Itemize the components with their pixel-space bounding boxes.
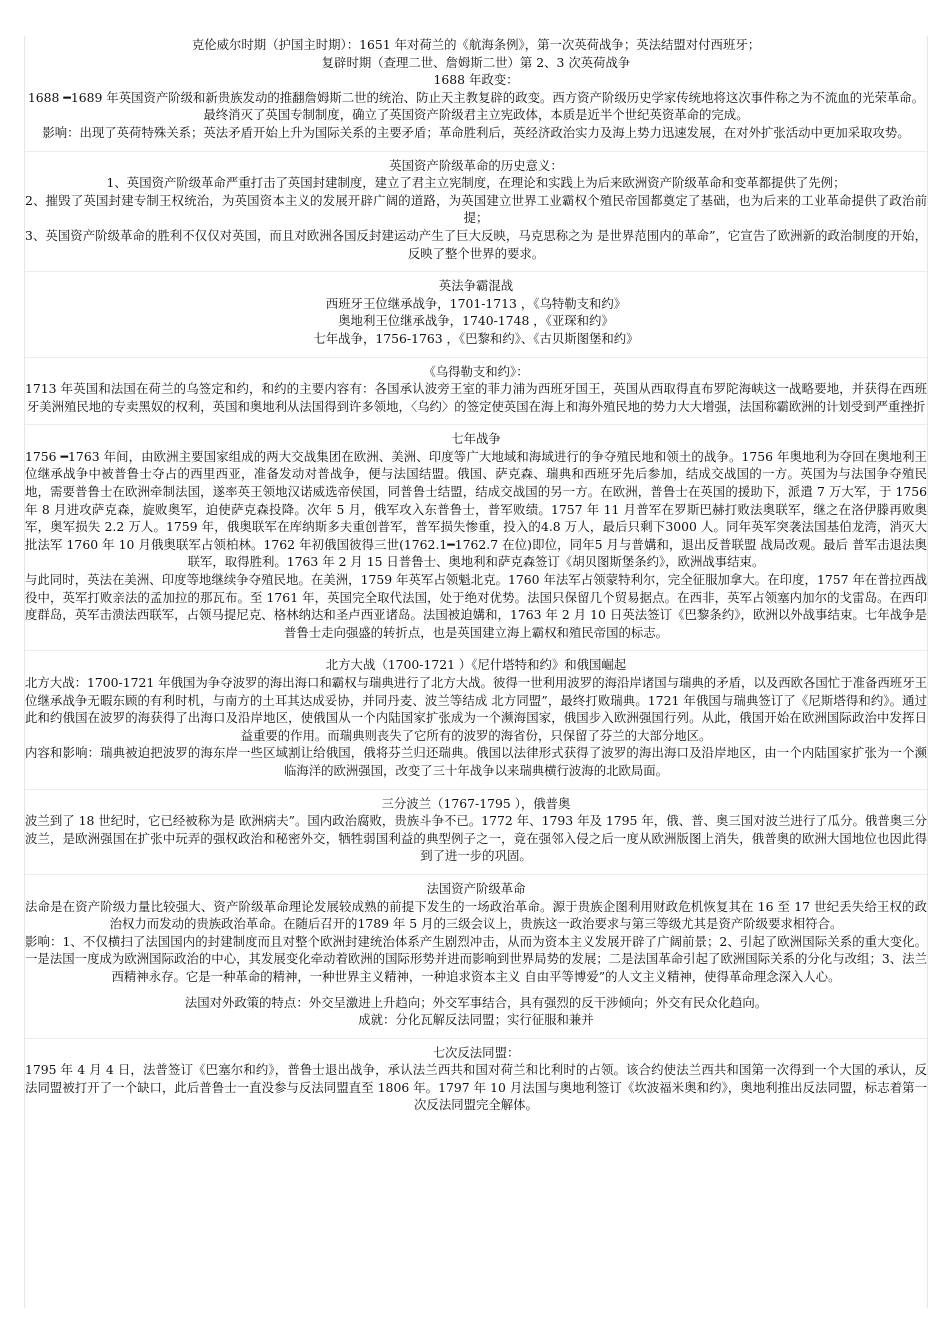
coup-1688-result: 最终消灭了英国专制制度，确立了英国资产阶级君主立宪政体，本质是近半个世纪英资革命的完成。 — [203, 107, 749, 123]
section-seven-years-war — [25, 424, 927, 641]
foreign-policy-features: 法国对外政策的特点：外交呈激进上升趋向；外交军事结合，具有强烈的反干涉倾向；外交有民众化趋向。 — [184, 994, 768, 1010]
section-title: 英法争霸混战 — [438, 278, 514, 294]
section-title: 北方大战（1700-1721 ）《尼什塔特和约》和俄国崛起 — [325, 657, 627, 673]
french-revolution-paragraph-1: 法命是在资产阶级力量比较强大、资产阶级革命理论发展较成熟的前提下发生的一场政治革命。源于贵族企图利用财政危机恢复其在 16 至 17 世纪丢失给王权的政治权力而发动的贵族政治革命。在随后召开的1789 年 5 月的三级会议上，贵族这一政治要求与第三等级尤其是资产阶级要求相符合。 — [25, 898, 927, 932]
war-item-spanish-succession: 西班牙王位继承战争，1701-1713 ，《乌特勒支和约》 — [325, 295, 627, 311]
section-partition-of-poland — [25, 789, 927, 865]
section-english-revolution-period — [25, 36, 927, 142]
partition-paragraph: 波兰到了 18 世纪时，它已经被称为是 欧洲病夫”。国内政治腐败，贵族斗争不已。1772 年、1793 年及 1795 年，俄、普、奥三国对波兰进行了瓜分。俄普奥三分波兰，是欧洲强国在扩张中玩弄的强权政治和秘密外交，牺牲弱国利益的典型例子之一，竟在强邻入侵之后一度从欧洲版图上消失，俄普奥的欧洲大国地位也因此得到了进一步的巩固。 — [25, 813, 927, 864]
section-title: 三分波兰（1767-1795 ），俄普奥 — [381, 795, 571, 811]
significance-point-1: 1、英国资产阶级革命严重打击了英国封建制度，建立了君主立宪制度，在理论和实践上为后来欧洲资产阶级革命和变革都提供了先例； — [106, 175, 846, 191]
cromwell-period-line: 克伦威尔时期（护国主时期）：1651 年对荷兰的《航海条例》，第一次英荷战争；英法结盟对付西班牙； — [191, 37, 761, 52]
seven-years-war-paragraph-2: 与此同时，英法在美洲、印度等地继续争夺殖民地。在美洲，1759 年英军占领魁北克。1760 年法军占领蒙特利尔，完全征服加拿大。在印度，1757 年在普拉西战役中，英军打败亲法的孟加拉的那瓦布。至 1761 年，英国完全取代法国，处于绝对优势。法国只保留几个贸易据点。在西非，英军占领塞内加尔的戈雷岛。在西印度群岛，英军击溃法西联军，占领马提尼克、格林纳达和圣卢西亚诸岛。法国被迫媾和，1763 年 2 月 10 日英法签订《巴黎条约》，欧洲以外战事结束。七年战争是普鲁士走向强盛的转折点，也是英国建立海上霸权和殖民帝国的标志。 — [25, 572, 927, 640]
restoration-period-line: 复辟时期（查理二世、詹姆斯二世）第 2、3 次英荷战争 — [321, 54, 631, 70]
section-title: 英国资产阶级革命的历史意义： — [389, 157, 563, 173]
section-title: 七年战争 — [451, 431, 501, 447]
northern-war-paragraph-2: 内容和影响：瑞典被迫把波罗的海东岸一些区域割让给俄国，俄将芬兰归还瑞典。俄国以法律形式获得了波罗的海出海口及沿岸地区，由一个内陆国家扩张为一个濒临海洋的欧洲强国，改变了三十年战争以来瑞典横行波海的北欧局面。 — [25, 745, 927, 778]
war-item-austrian-succession: 奥地利王位继承战争，1740-1748 ，《亚琛和约》 — [338, 313, 614, 329]
treaty-paragraph: 1713 年英国和法国在荷兰的乌签定和约，和约的主要内容有：各国承认波旁王室的菲力浦为西班牙国王，英国从西取得直布罗陀海峡这一战略要地，并获得在西班牙美洲殖民地的专卖黑奴的权利，英国和奥地利从法国得到许多领地，〈乌约〉的签定使英国在海上和海外殖民地的势力大大增强，法国称霸欧洲的计划受到严重挫折 — [25, 381, 927, 414]
section-historical-significance — [25, 151, 927, 263]
northern-war-paragraph-1: 北方大战：1700-1721 年俄国为争夺波罗的海出海口和霸权与瑞典进行了北方大战。彼得一世利用波罗的海沿岸诸国与瑞典的矛盾，以及西欧各国忙于准备西班牙王位继承战争无暇东顾的有利时机，与南方的土耳其达成妥协，并同丹麦、波兰等结成 北方同盟”，最终打败瑞典。1721 年俄国与瑞典签订了《尼斯塔得和约》。通过此和约俄国在波罗的海获得了出海口及沿岸地区，使俄国从一个内陆国家扩张成为一个濒海国家，俄国步入欧洲强国行列。从此，俄国开始在欧洲国际政治中发挥日益重要的作用。而瑞典则丧失了它所有的波罗的海省份，只保留了芬兰的大部分地区。 — [25, 675, 927, 743]
section-title: 《乌得勒支和约》： — [423, 363, 529, 379]
significance-point-2: 2、摧毁了英国封建专制王权统治，为英国资本主义的发展开辟广阔的道路，为英国建立世界工业霸权个殖民帝国都奠定了基础，也为后来的工业革命提供了政治前提； — [25, 192, 927, 226]
coup-1688-heading: 1688 年政变： — [433, 72, 519, 88]
coup-1688-influence: 影响：出现了英荷特殊关系；英法矛盾开始上升为国际关系的主要矛盾；革命胜利后，英经济政治实力及海上势力迅速发展，在对外扩张活动中更加采取攻势。 — [42, 124, 910, 140]
section-title: 七次反法同盟： — [432, 1044, 520, 1060]
section-great-northern-war — [25, 650, 927, 779]
section-french-foreign-policy — [25, 994, 927, 1029]
french-revolution-paragraph-2: 影响：1、不仅横扫了法国国内的封建制度而且对整个欧洲封建统治体系产生剧烈冲击，从而为资本主义发展开辟了广阔前景；2、引起了欧洲国际关系的重大变化。一是法国一度成为欧洲国际政治的中心，其发展变化牵动着欧洲的国际形势并进而影响到世界局势的发展；二是法国革命引起了欧洲国际关系的分化与改组；3、法兰西精神永存。它是一种革命的精神，一种世界主义精神，一种追求资本主义 自由平等博爱”的人文主义精神，使得革命理念深入人心。 — [25, 933, 927, 984]
seven-years-war-paragraph-1: 1756 ━1763 年间，由欧洲主要国家组成的两大交战集团在欧洲、美洲、印度等广大地域和海域进行的争夺殖民地和领土的战争。1756 年奥地利为夺回在奥地利王位继承战争中被普鲁士夺占的西里西亚，准备发动对普战争，便与法国结盟。俄国、萨克森、瑞典和西班牙先后参加，结成交战国的一方。英国为与法国争夺殖民地，需要普鲁士在欧洲牵制法国，遂率英王领地汉诺威选帝侯国，同普鲁士结盟，结成交战国的另一方。在欧洲，普鲁士在英国的援助下，派遣 7 万大军，于 1756 年 8 月进攻萨克森，旋败奥军，迫使萨克森投降。次年 5 月，俄军攻入东普鲁士，普军败绩。1757 年 11 月普军在罗斯巴赫打败法奥联军，继之在洛伊滕再败奥军，奥军损失 2.2 万人。1759 年，俄奥联军在库纳斯多夫重创普军，普军损失惨重，投入的4.8 万人，最后只剩下3000 人。同年英军突袭法国基伯龙湾，消灭大批法军 1760 年 10 月俄奥联军占领柏林。1762 年初俄国彼得三世(1762.1━1762.7 在位)即位，同年5 月与普媾和，退出反普联盟 战局改观。最后 普军击退法奥联军，取得胜利。1763 年 2 月 15 日普鲁士、奥地利和萨克森签订《胡贝图斯堡条约》，欧洲战事结束。 — [25, 448, 927, 570]
section-anti-french-coalitions — [25, 1038, 927, 1114]
document-page — [24, 36, 928, 1308]
section-title: 法国资产阶级革命 — [426, 880, 526, 896]
section-french-revolution — [25, 874, 927, 986]
significance-point-3: 3、英国资产阶级革命的胜利不仅仅对英国，而且对欧洲各国反封建运动产生了巨大反映，马克思称之为 是世界范围内的革命”，它宣告了欧洲新的政治制度的开始，反映了整个世界的要求。 — [25, 227, 927, 261]
coalitions-paragraph: 1795 年 4 月 4 日，法普签订《巴塞尔和约》，普鲁士退出战争，承认法兰西共和国对荷兰和比利时的占领。该合约使法兰西共和国第一次得到一个大国的承认，反法同盟被打开了一个缺口，此后普鲁士一直没参与反法同盟直至 1806 年。1797 年 10 月法国与奥地利签订《坎波福米奥和约》，奥地利推出反法同盟，标志着第一次反法同盟完全解体。 — [25, 1062, 927, 1113]
war-item-seven-years: 七年战争，1756-1763 ，《巴黎和约》、《古贝斯图堡和约》 — [313, 330, 639, 346]
coup-1688-paragraph: 1688 ━1689 年英国资产阶级和新贵族发动的推翻詹姆斯二世的统治、防止天主教复辟的政变。西方资产阶级历史学家传统地将这次事件称之为不流血的光荣革命。 — [27, 89, 925, 105]
section-anglo-french-rivalry — [25, 271, 927, 347]
section-treaty-of-utrecht — [25, 357, 927, 416]
foreign-policy-achievements: 成就：分化瓦解反法同盟；实行征服和兼并 — [358, 1012, 594, 1028]
